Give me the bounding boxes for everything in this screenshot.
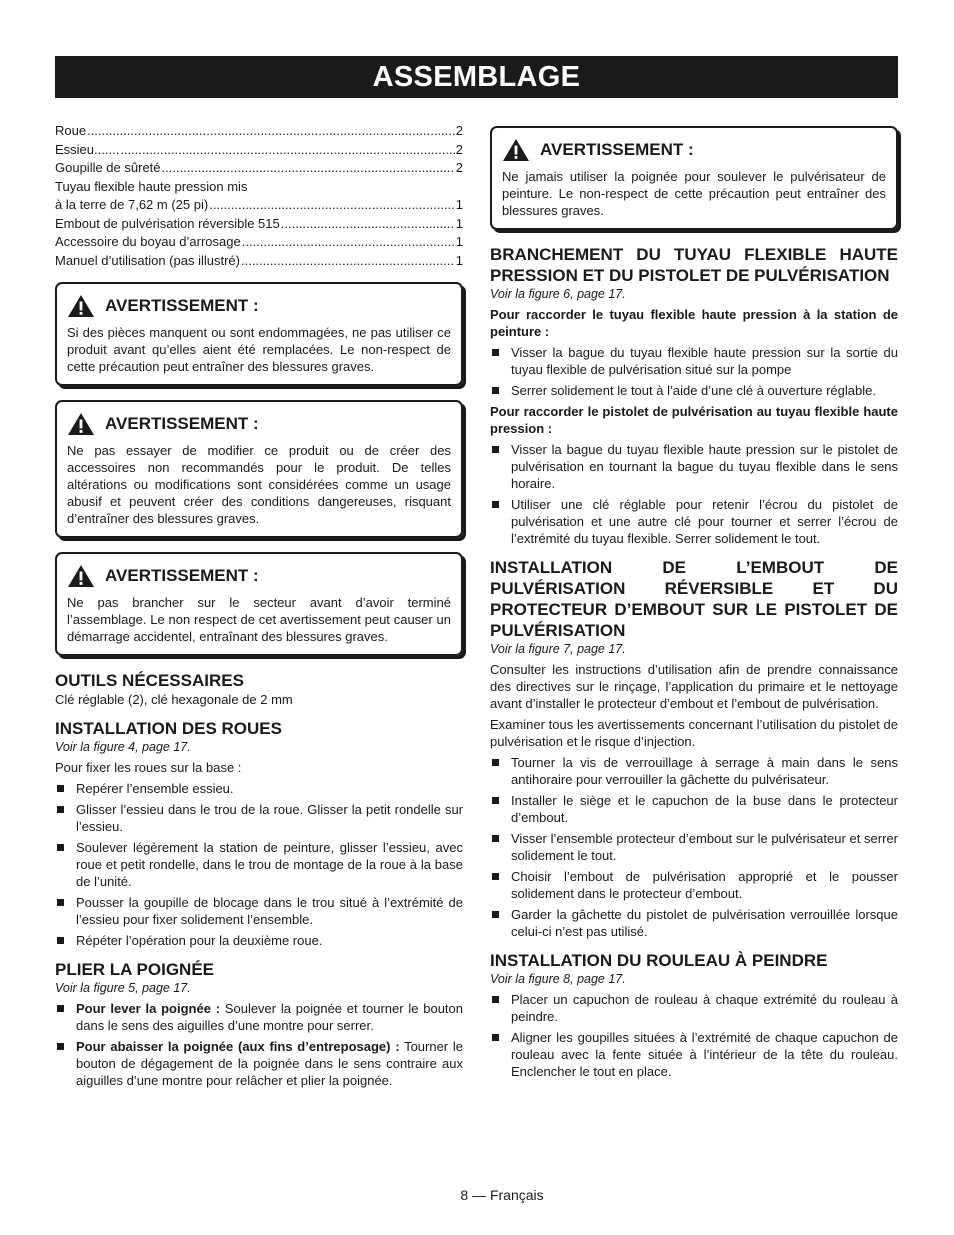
part-qty: 2: [455, 123, 463, 138]
step-list: [55, 780, 463, 949]
parts-list-item: [55, 159, 463, 178]
warning-triangle-icon: [502, 138, 530, 162]
dot-leader: [242, 233, 455, 252]
list-item: [55, 1000, 463, 1034]
page-banner: ASSEMBLAGE: [55, 56, 898, 98]
list-item: Installer le siège et le capuchon de la buse dans le protecteur d’embout.: [490, 792, 898, 826]
part-qty: 1: [455, 215, 463, 231]
section-poignee: [55, 959, 463, 1089]
section-text: Consulter les instructions d’utilisation afin de prendre connaissance des directives sur le rinçage, l’application du primaire et le nettoyage avant d’installer le protecteur d’embout et l’embout de pulvérisation.: [490, 662, 898, 711]
list-item: Tourner la vis de verrouillage à serrage à main dans le sens antihoraire pour verrouiller la gâchette du pulvérisateur.: [490, 754, 898, 788]
section-heading: INSTALLATION DU ROULEAU À PEINDRE: [490, 951, 828, 970]
part-label: Tuyau flexible haute pression mis: [55, 178, 248, 194]
dot-leader: [241, 252, 455, 271]
list-item: Visser la bague du tuyau flexible haute pression sur le pistolet de pulvérisation en tournant la bague du tuyau flexible dans le sens horaire.: [490, 441, 898, 492]
warning-title: AVERTISSEMENT :: [105, 414, 259, 433]
list-item: Visser la bague du tuyau flexible haute pression sur la sortie du tuyau flexible de pulvérisation situé sur la pompe: [490, 344, 898, 378]
parts-list-item: [55, 252, 463, 271]
section-text: Examiner tous les avertissements concernant l’utilisation du pistolet de pulvérisation et le risque d’injection.: [490, 717, 898, 749]
section-outils: [55, 670, 463, 708]
section-heading: OUTILS NÉCESSAIRES: [55, 671, 244, 690]
dot-leader: [87, 122, 455, 141]
list-item: Glisser l’essieu dans le trou de la roue. Glisser la petit rondelle sur l’essieu.: [55, 801, 463, 835]
part-label: Embout de pulvérisation réversible 515: [55, 215, 280, 231]
warning-text: Ne pas brancher sur le secteur avant d’avoir terminé l’assemblage. Le non respect de cet avertissement peut causer un démarrage accidentel, entraînant des blessures graves.: [67, 595, 451, 644]
subheading: Pour raccorder le tuyau flexible haute pression à la station de peinture :: [490, 307, 898, 339]
parts-list: [55, 122, 463, 270]
section-roues: [55, 718, 463, 949]
part-qty: 2: [455, 160, 463, 175]
warning-box: [55, 552, 463, 656]
figure-reference: Voir la figure 4, page 17.: [55, 740, 191, 754]
section-heading: INSTALLATION DE L’EMBOUT DE PULVÉRISATION RÉVERSIBLE ET DU PROTECTEUR D’EMBOUT SUR LE PISTOLET DE PULVÉRISATION: [490, 558, 898, 640]
figure-reference: Voir la figure 6, page 17.: [490, 287, 626, 301]
section-heading: PLIER LA POIGNÉE: [55, 960, 215, 979]
dot-leader: [120, 141, 454, 160]
section-rouleau: [490, 950, 898, 1080]
parts-list-item: [55, 215, 463, 234]
figure-reference: Voir la figure 5, page 17.: [55, 981, 191, 995]
warning-title: AVERTISSEMENT :: [540, 140, 694, 159]
parts-list-item: [55, 122, 463, 141]
list-item: Serrer solidement le tout à l’aide d’une clé à ouverture réglable.: [490, 382, 898, 399]
step-list: [55, 1000, 463, 1089]
warning-text: Si des pièces manquent ou sont endommagées, ne pas utiliser ce produit avant qu’elles aient été remplacées. Le non-respect de cette précaution peut entraîner des blessures graves.: [67, 325, 451, 374]
part-label: Goupille de sûreté: [55, 160, 161, 175]
part-qty: 1: [455, 197, 463, 212]
item-lead: Pour abaisser la poignée (aux fins d’entreposage) :: [76, 1039, 400, 1054]
section-heading: INSTALLATION DES ROUES: [55, 719, 282, 738]
section-text: Clé réglable (2), clé hexagonale de 2 mm: [55, 692, 293, 707]
step-list: [490, 754, 898, 940]
page-number: 8 — Français: [460, 1187, 544, 1203]
part-label: à la terre de 7,62 m (25 pi): [55, 197, 209, 212]
item-lead: Pour lever la poignée :: [76, 1001, 221, 1016]
subheading: Pour raccorder le pistolet de pulvérisation au tuyau flexible haute pression :: [490, 404, 898, 436]
section-branchement: [490, 244, 898, 547]
parts-list-item: [55, 178, 463, 215]
list-item: Répéter l’opération pour la deuxième roue.: [55, 932, 463, 949]
list-item: Aligner les goupilles situées à l’extrémité de chaque capuchon de rouleau avec la fente située à l’intérieur de la tête du rouleau. Enclencher le tout en place.: [490, 1029, 898, 1080]
figure-reference: Voir la figure 7, page 17.: [490, 642, 626, 656]
list-item: [55, 1038, 463, 1089]
warning-triangle-icon: [67, 294, 95, 318]
warning-box: [55, 400, 463, 538]
list-item: Utiliser une clé réglable pour retenir l’écrou du pistolet de pulvérisation et une autre clé pour tourner et serrer l’écrou de l’extrémité du tuyau flexible. Serrer solidement le tout.: [490, 496, 898, 547]
list-item: Soulever légèrement la station de peinture, glisser l’essieu, avec roue et petit rondelle, dans le trou de montage de la roue à la base de l’unité.: [55, 839, 463, 890]
figure-reference: Voir la figure 8, page 17.: [490, 972, 626, 986]
list-item: Repérer l’ensemble essieu.: [55, 780, 463, 797]
list-item: Choisir l’embout de pulvérisation approprié et le pousser solidement dans le protecteur d’embout.: [490, 868, 898, 902]
warning-title: AVERTISSEMENT :: [105, 566, 259, 585]
parts-list-item: [55, 141, 463, 160]
warning-box: [490, 126, 898, 230]
dot-leader: [281, 215, 455, 234]
list-item: Placer un capuchon de rouleau à chaque extrémité du rouleau à peindre.: [490, 991, 898, 1025]
section-text: Pour fixer les roues sur la base :: [55, 760, 242, 775]
dot-leader: [209, 196, 455, 215]
right-column: [490, 126, 898, 1084]
dot-leader: [162, 159, 455, 178]
section-embout: [490, 557, 898, 940]
list-item: Garder la gâchette du pistolet de pulvérisation verrouillée lorsque celui-ci n’est pas utilisé.: [490, 906, 898, 940]
step-list: [490, 991, 898, 1080]
part-qty: 1: [455, 234, 463, 249]
item-text: Soulever la poignée et tourner le bouton dans le sens des aiguilles d’une montre pour serrer.: [76, 1001, 463, 1033]
parts-list-item: [55, 233, 463, 252]
item-text: Tourner le bouton de dégagement de la poignée dans le sens contraire aux aiguilles d’une montre pour relâcher et plier la poignée.: [76, 1039, 463, 1088]
step-list: [490, 441, 898, 547]
page-footer: [0, 1187, 954, 1203]
warning-box: [55, 282, 463, 386]
list-item: Visser l’ensemble protecteur d’embout sur le pulvérisateur et serrer solidement le tout.: [490, 830, 898, 864]
part-qty: 1: [455, 252, 463, 268]
part-qty: 2: [455, 141, 463, 157]
warning-text: Ne pas essayer de modifier ce produit ou de créer des accessoires non recommandés pour le produit. De telles altérations ou modifications sont considérées comme un usage abusif et peuvent créer des conditions dangereuses, risquant d’entraîner des blessures graves.: [67, 443, 451, 526]
warning-triangle-icon: [67, 412, 95, 436]
part-label: Roue: [55, 123, 87, 138]
warning-text: Ne jamais utiliser la poignée pour soulever le pulvérisateur de peinture. Le non-respect de cette précaution peut entraîner des blessures graves.: [502, 169, 886, 218]
left-column: [55, 122, 463, 1093]
part-label: Essieu.......: [55, 141, 120, 157]
step-list: [490, 344, 898, 399]
section-heading: BRANCHEMENT DU TUYAU FLEXIBLE HAUTE PRESSION ET DU PISTOLET DE PULVÉRISATION: [490, 245, 898, 285]
list-item: Pousser la goupille de blocage dans le trou situé à l’extrémité de l’essieu pour fixer solidement l’ensemble.: [55, 894, 463, 928]
part-label: Accessoire du boyau d’arrosage: [55, 234, 241, 249]
warning-title: AVERTISSEMENT :: [105, 296, 259, 315]
warning-triangle-icon: [67, 564, 95, 588]
part-label: Manuel d’utilisation (pas illustré): [55, 252, 240, 268]
